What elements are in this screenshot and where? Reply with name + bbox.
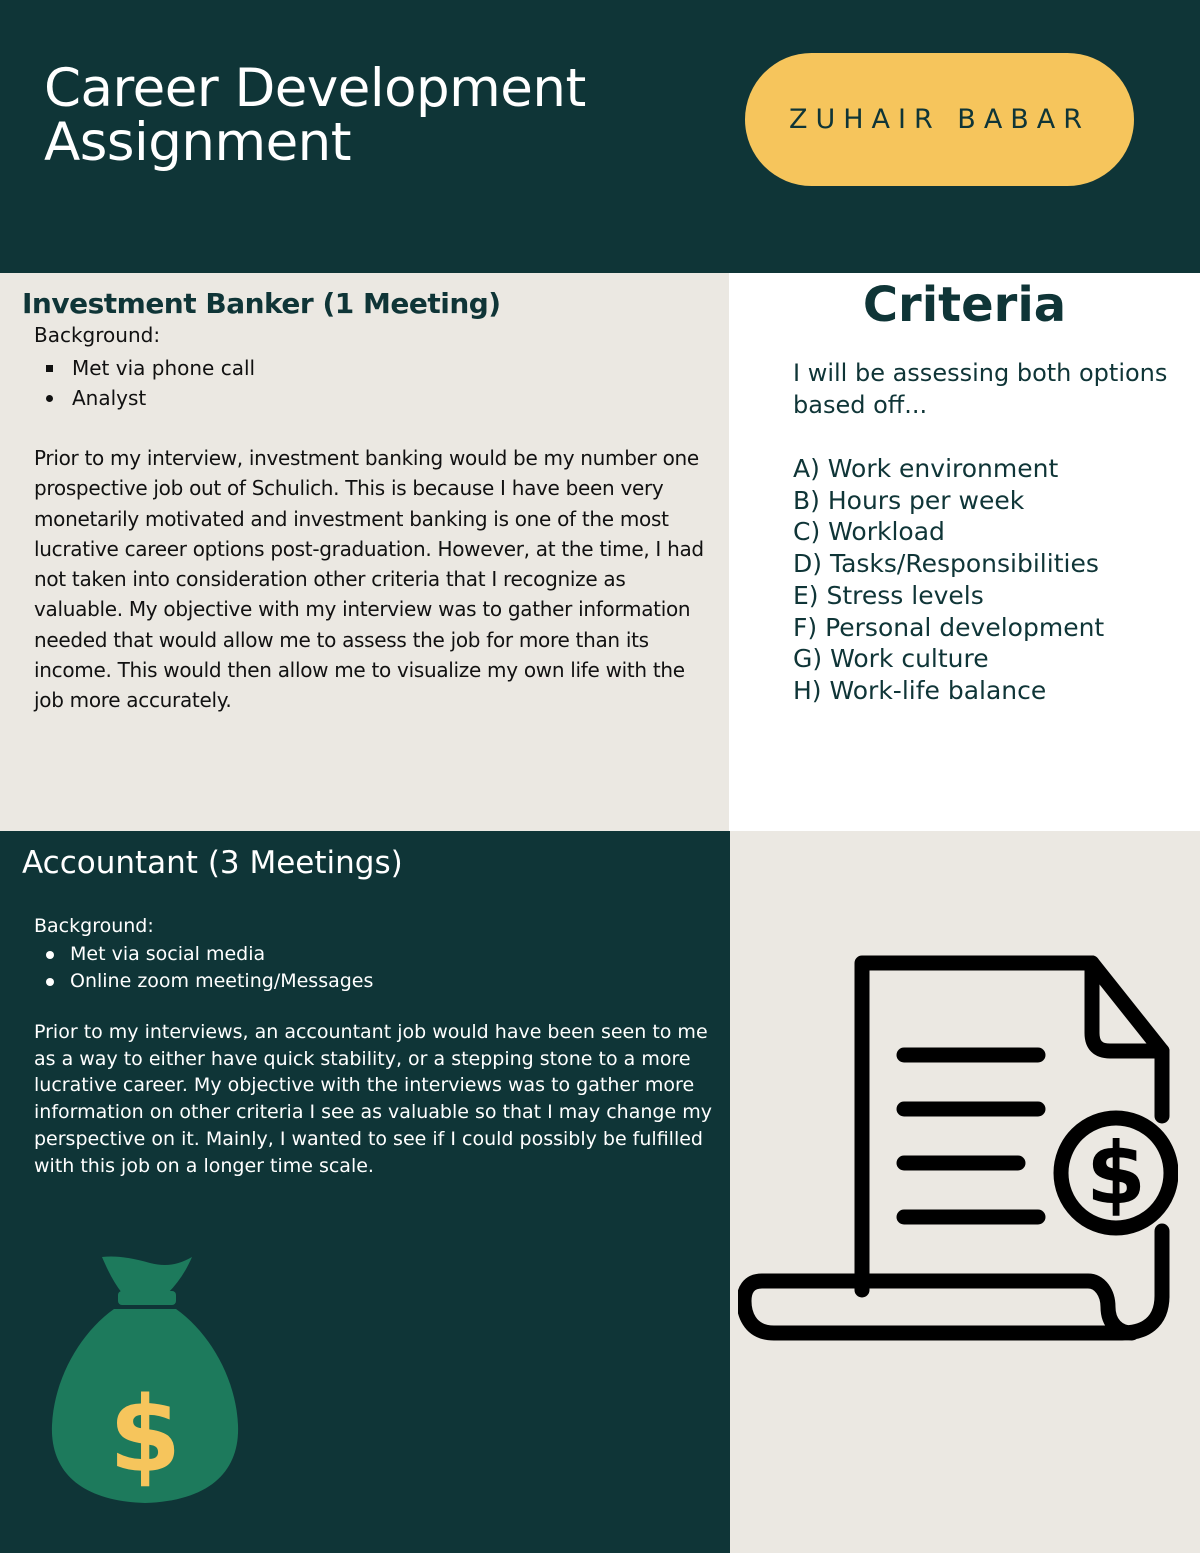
ib-background-label: Background: bbox=[34, 323, 161, 347]
criteria-item: G) Work culture bbox=[793, 644, 989, 674]
criteria-item: B) Hours per week bbox=[793, 485, 1025, 515]
round-bullet-icon bbox=[46, 951, 54, 959]
invoice-dollar-icon bbox=[738, 951, 1178, 1341]
criteria-intro: I will be assessing both options based off... bbox=[793, 359, 1168, 419]
acc-paragraph: Prior to my interviews, an accountant job would have been seen to me as a way to either have quick stability, or a stepping stone to a more lucrative career. My objective with the interviews was to gather more information on other criteria I see as valuable so that I may change my perspective on it. Mainly, I wanted to see if I could possibly be fulfilled with this job on a longer time scale. bbox=[34, 1021, 712, 1177]
criteria-item: D) Tasks/Responsibilities bbox=[793, 549, 1099, 579]
svg-text:$: $ bbox=[108, 1374, 182, 1496]
title-line-2: Assignment bbox=[44, 112, 352, 173]
criteria-item: H) Work-life balance bbox=[793, 675, 1047, 705]
title-line-1: Career Development bbox=[44, 58, 586, 119]
invoice-section bbox=[730, 831, 1200, 1553]
svg-text:$: $ bbox=[1086, 1124, 1146, 1224]
list-item: Met via phone call bbox=[34, 353, 255, 383]
author-name-badge: ZUHAIR BABAR bbox=[745, 53, 1134, 186]
criteria-section bbox=[729, 273, 1200, 831]
list-item: Online zoom meeting/Messages bbox=[34, 968, 373, 995]
square-bullet-icon bbox=[46, 365, 53, 372]
criteria-item: C) Workload bbox=[793, 517, 945, 547]
ib-paragraph: Prior to my interview, investment banking would be my number one prospective job out of Schulich. This is because I have been very monetarily motivated and investment banking is one of the most lucrative career options post-graduation. However, at the time, I had not taken into consideration other criteria that I recognize as valuable. My objective with my interview was to gather information needed that would allow me to assess the job for more than its income. This would then allow me to visualize my own life with the job more accurately. bbox=[34, 446, 704, 713]
list-item: Met via social media bbox=[34, 941, 373, 968]
acc-background-list bbox=[34, 941, 373, 995]
investment-banker-heading: Investment Banker (1 Meeting) bbox=[22, 287, 501, 320]
criteria-list bbox=[793, 453, 1104, 707]
accountant-heading: Accountant (3 Meetings) bbox=[22, 845, 403, 881]
acc-background-label: Background: bbox=[34, 915, 154, 937]
money-bag-icon bbox=[50, 1249, 240, 1507]
criteria-title: Criteria bbox=[862, 277, 1067, 333]
page-title bbox=[44, 58, 586, 173]
round-bullet-icon bbox=[46, 395, 53, 402]
round-bullet-icon bbox=[46, 978, 54, 986]
investment-banker-section bbox=[0, 273, 729, 831]
accountant-section bbox=[0, 831, 730, 1553]
ib-background-list bbox=[34, 353, 255, 413]
criteria-item: E) Stress levels bbox=[793, 580, 984, 610]
list-item: Analyst bbox=[34, 383, 255, 413]
header-banner bbox=[0, 0, 1200, 273]
criteria-item: F) Personal development bbox=[793, 612, 1105, 642]
criteria-item: A) Work environment bbox=[793, 454, 1059, 483]
